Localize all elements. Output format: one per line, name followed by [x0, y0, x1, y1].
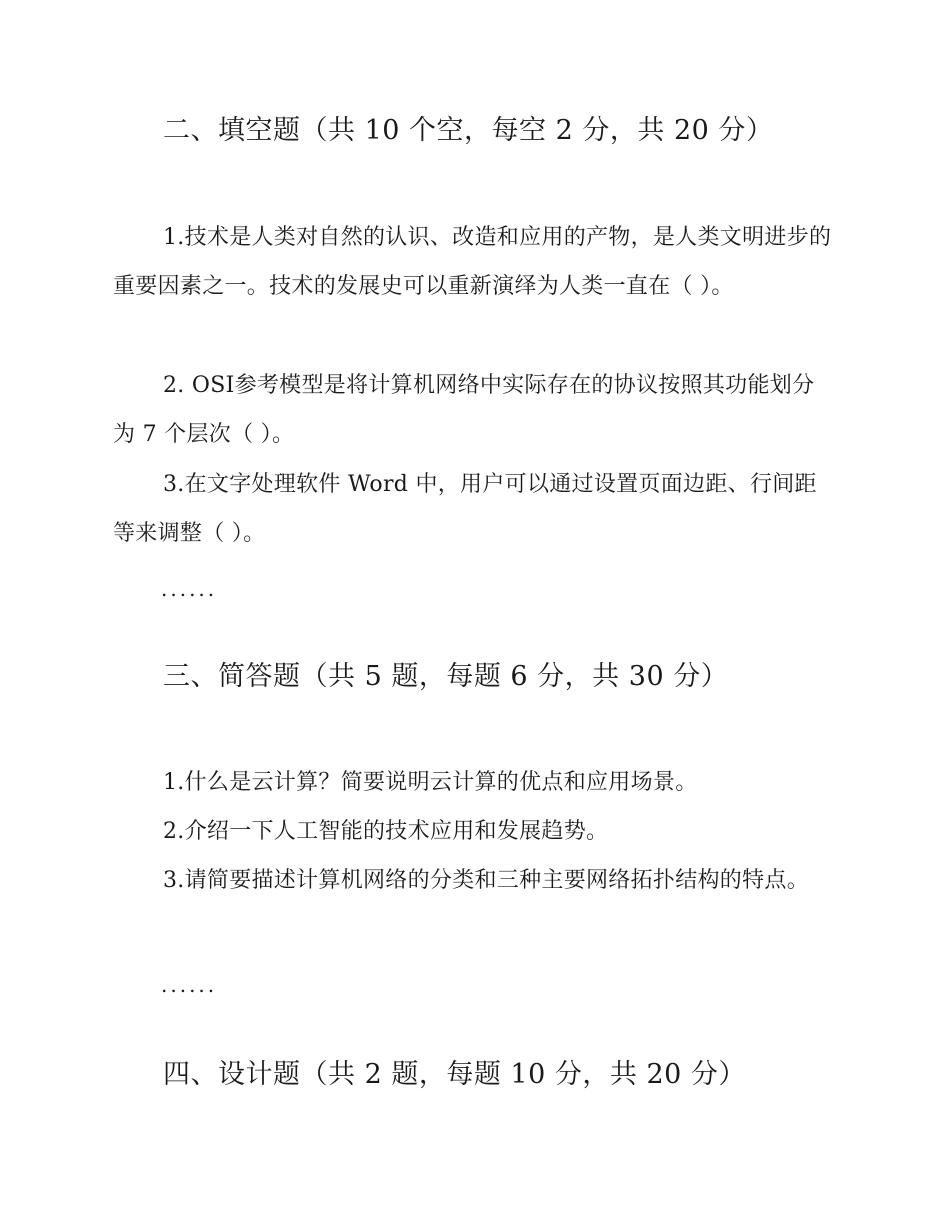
question-short-1: 1.什么是云计算？简要说明云计算的优点和应用场景。: [163, 770, 698, 795]
section-heading-short-answer: 三、简答题（共 5 题，每题 6 分，共 30 分）: [163, 661, 729, 692]
ellipsis-short: ......: [161, 973, 218, 997]
question-fill-3: 3.在文字处理软件 Word 中，用户可以通过设置页面边距、行间距等来调整（ ）。: [113, 472, 817, 546]
ellipsis-fill: ......: [161, 577, 218, 601]
section-heading-fill-in-blank: 二、填空题（共 10 个空，每空 2 分，共 20 分）: [163, 115, 774, 146]
question-short-3: 3.请简要描述计算机网络的分类和三种主要网络拓扑结构的特点。: [163, 868, 809, 893]
question-fill-2: 2. OSI参考模型是将计算机网络中实际存在的协议按照其功能划分为 7 个层次（ ）。: [113, 373, 815, 447]
section-heading-design: 四、设计题（共 2 题，每题 10 分，共 20 分）: [163, 1059, 746, 1090]
question-short-2: 2.介绍一下人工智能的技术应用和发展趋势。: [163, 819, 609, 844]
question-fill-1: 1.技术是人类对自然的认识、改造和应用的产物，是人类文明进步的重要因素之一。技术的发展史可以重新演绎为人类一直在（ ）。: [113, 225, 832, 299]
